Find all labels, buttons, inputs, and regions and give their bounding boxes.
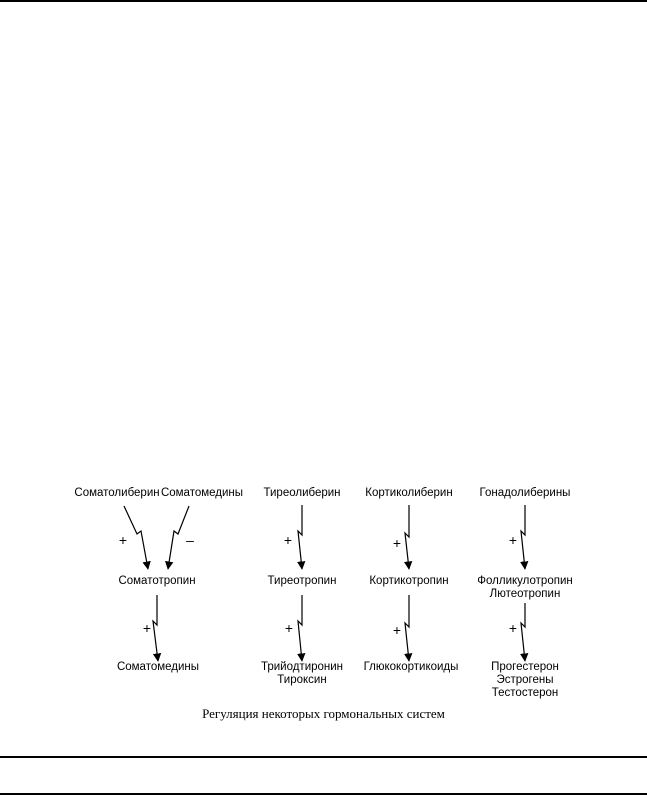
- arrow-somatotropin-to-somatomediny: [153, 595, 158, 661]
- gonadotropins-label: [477, 575, 572, 601]
- arrow-kortikoliberin-to-kortikotropin: [405, 505, 409, 569]
- figure-caption: Регуляция некоторых гормональных систем: [202, 706, 445, 721]
- growth-plus-sign: +: [118, 532, 128, 548]
- somatomediny-line: Соматомедины: [116, 661, 200, 673]
- somatomediny-top-label: Соматомедины: [160, 487, 244, 499]
- thyroid-hormones-label: [261, 661, 343, 687]
- arrow-tireoliberin-to-tireotropin: [298, 505, 302, 569]
- testosteron-line: Тестостерон: [491, 687, 559, 699]
- arrow-gonadoliberiny-to-tropins: [521, 505, 525, 569]
- sex-hormones-label: [491, 661, 559, 700]
- growth-minus-sign: –: [186, 532, 194, 548]
- lyuteotropin-line: Лютеотропин: [489, 588, 561, 600]
- tireotropin-line: Тиреотропин: [267, 575, 337, 587]
- tireoliberin-label: Тиреолиберин: [263, 487, 341, 499]
- arrow-tropins-to-sex-hormones: [521, 603, 525, 661]
- arrow-somatoliberin-to-somatotropin: [124, 506, 148, 569]
- somatotropin-label: [118, 575, 195, 588]
- thyroid-bottom-plus-sign: +: [284, 620, 294, 636]
- adrenal-top-plus-sign: +: [392, 535, 402, 551]
- somatotropin-line: Соматотропин: [118, 575, 196, 587]
- kortikotropin-line: Кортикотропин: [369, 575, 449, 587]
- progesteron-line: Прогестерон: [491, 661, 559, 673]
- adrenal-bottom-plus-sign: +: [392, 622, 402, 638]
- tireotropin-label: [268, 575, 337, 588]
- kortikoliberin-label: Кортиколиберин: [365, 487, 453, 499]
- glukokortikoidy-label: [364, 661, 459, 674]
- somatomediny-bottom-label: [117, 661, 199, 674]
- glukokortikoidy-line: Глюкокортикоиды: [363, 661, 459, 673]
- follikulotropin-line: Фолликулотропин: [477, 575, 573, 587]
- arrow-tireotropin-to-hormones: [298, 595, 302, 661]
- somatoliberin-label: Соматолиберин: [74, 487, 160, 499]
- triiodothyronine-line: Трийодтиронин: [260, 661, 344, 673]
- growth-bottom-plus-sign: +: [142, 620, 152, 636]
- estrogeny-line: Эстрогены: [496, 674, 554, 686]
- gonad-bottom-plus-sign: +: [508, 620, 518, 636]
- kortikotropin-label: [369, 575, 448, 588]
- gonad-top-plus-sign: +: [508, 532, 518, 548]
- arrow-kortikotropin-to-glukokortikoidy: [405, 595, 409, 661]
- thyroid-top-plus-sign: +: [283, 532, 293, 548]
- gonadoliberiny-label: Гонадолиберины: [479, 487, 571, 499]
- thyroxine-line: Тироксин: [277, 674, 327, 686]
